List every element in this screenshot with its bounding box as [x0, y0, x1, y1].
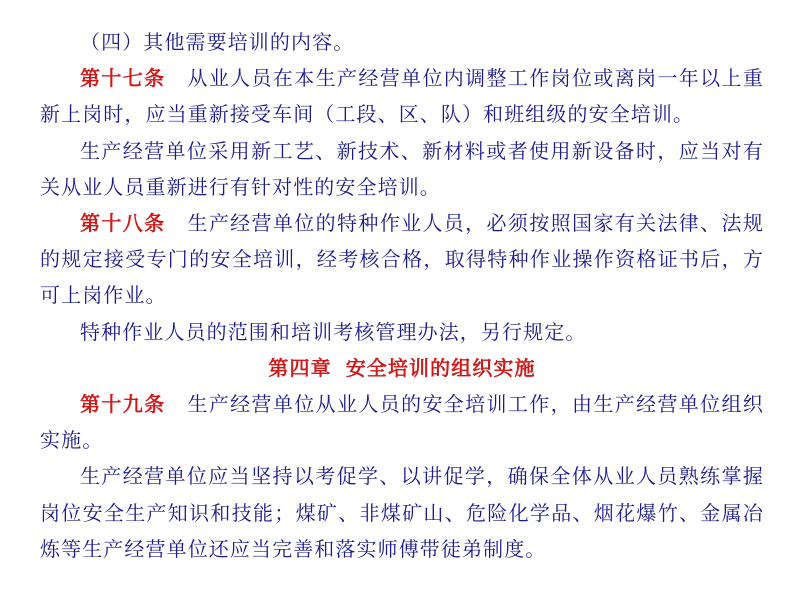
- article-19-title: 第十九条: [80, 392, 166, 417]
- article-19-text: 生产经营单位从业人员的安全培训工作，由生产经营单位组织实施。: [40, 392, 764, 453]
- article-18-paragraph-2: [40, 314, 764, 350]
- article-18-title: 第十八条: [80, 211, 166, 236]
- document-page: [40, 24, 764, 567]
- article-18-paragraph: [40, 205, 764, 314]
- article-18-text: 生产经营单位的特种作业人员，必须按照国家有关法律、法规的规定接受专门的安全培训，经考核合格，取得特种作业操作资格证书后，方可上岗作业。: [40, 211, 764, 308]
- article-19-paragraph: [40, 386, 764, 458]
- article-17-paragraph-2: [40, 133, 764, 205]
- article-17-title: 第十七条: [80, 66, 166, 91]
- chapter-heading: [40, 350, 764, 386]
- article-17-text-2: 生产经营单位采用新工艺、新技术、新材料或者使用新设备时，应当对有关从业人员重新进行有针对性的安全培训。: [40, 138, 764, 199]
- article-17-text: 从业人员在本生产经营单位内调整工作岗位或离岗一年以上重新上岗时，应当重新接受车间（工段、区、队）和班组级的安全培训。: [40, 66, 764, 127]
- article-17-paragraph: [40, 60, 764, 132]
- paragraph-text: （四）其他需要培训的内容。: [80, 30, 355, 54]
- article-19-text-2: 生产经营单位应当坚持以考促学、以讲促学，确保全体从业人员熟练掌握岗位安全生产知识和技能；煤矿、非煤矿山、危险化学品、烟花爆竹、金属冶炼等生产经营单位还应当完善和落实师傅带徒弟制度。: [40, 464, 764, 561]
- chapter-title: 安全培训的组织实施: [345, 355, 536, 380]
- paragraph-item-4: [40, 24, 764, 60]
- article-18-text-2: 特种作业人员的范围和培训考核管理办法，另行规定。: [80, 319, 587, 344]
- chapter-number: 第四章: [268, 355, 332, 380]
- article-19-paragraph-2: [40, 458, 764, 567]
